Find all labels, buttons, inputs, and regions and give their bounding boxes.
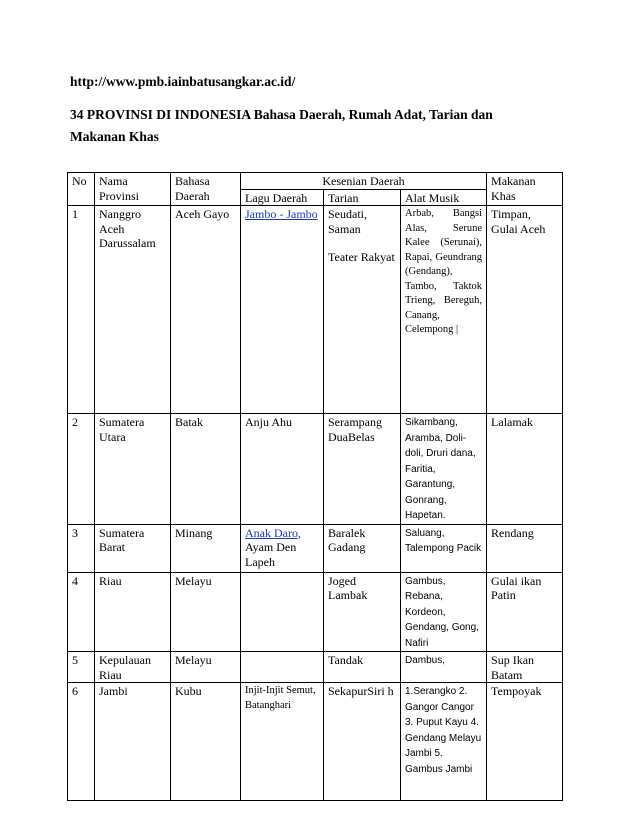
cell-tarian: SekapurSiri h — [324, 683, 401, 801]
cell-alat-musik: Arbab, Bangsi Alas, Serune Kalee (Serunai), Rapai, Geundrang (Gendang), Tambo, Taktok Trieng, Bereguh, Canang, Celempong | — [401, 206, 487, 414]
cell-bahasa: Melayu — [171, 652, 241, 683]
cell-makanan: Tempoyak — [487, 683, 563, 801]
table-row — [68, 572, 563, 652]
cell-bahasa: Minang — [171, 524, 241, 572]
table-row — [68, 414, 563, 525]
cell-makanan: Rendang — [487, 524, 563, 572]
cell-alat-musik: Sikambang, Aramba, Doli-doli, Druri dana, Faritia, Garantung, Gonrang, Hapetan. — [401, 414, 487, 525]
cell-no: 5 — [68, 652, 95, 683]
lagu-link[interactable]: Jambo - Jambo — [245, 207, 318, 221]
cell-tarian: Baralek Gadang — [324, 524, 401, 572]
cell-lagu — [241, 572, 324, 652]
cell-bahasa: Kubu — [171, 683, 241, 801]
cell-bahasa: Melayu — [171, 572, 241, 652]
cell-lagu: Injit-Injit Semut, Batanghari — [241, 683, 324, 801]
cell-alat-musik: Dambus, — [401, 652, 487, 683]
cell-no: 6 — [68, 683, 95, 801]
header-lagu-daerah: Lagu Daerah — [241, 189, 324, 206]
document-title: 34 PROVINSI DI INDONESIA Bahasa Daerah, Rumah Adat, Tarian dan Makanan Khas — [70, 107, 493, 144]
cell-tarian: Serampang DuaBelas — [324, 414, 401, 525]
cell-tarian: Joged Lambak — [324, 572, 401, 652]
cell-no: 2 — [68, 414, 95, 525]
header-alat-musik: Alat Musik — [401, 189, 487, 206]
header-row — [68, 173, 563, 190]
table-row — [68, 683, 563, 801]
cell-makanan: Timpan, Gulai Aceh — [487, 206, 563, 414]
cell-no: 4 — [68, 572, 95, 652]
table-row — [68, 206, 563, 414]
cell-alat-musik: 1.Serangko 2. Gangor Cangor 3. Puput Kayu 4. Gendang Melayu Jambi 5. Gambus Jambi — [401, 683, 487, 801]
cell-provinsi: Kepulauan Riau — [95, 652, 171, 683]
cell-provinsi: Jambi — [95, 683, 171, 801]
header-nama-provinsi: Nama Provinsi — [95, 173, 171, 206]
tarian-text-2: Teater Rakyat — [328, 250, 395, 264]
cell-lagu: Anju Ahu — [241, 414, 324, 525]
province-table — [67, 172, 563, 801]
cell-tarian: Tandak — [324, 652, 401, 683]
cell-alat-musik: Saluang, Talempong Pacik — [401, 524, 487, 572]
cell-provinsi: Sumatera Barat — [95, 524, 171, 572]
cell-provinsi: Sumatera Utara — [95, 414, 171, 525]
cell-bahasa: Aceh Gayo — [171, 206, 241, 414]
cell-makanan: Gulai ikan Patin — [487, 572, 563, 652]
header-makanan-khas: Makanan Khas — [487, 173, 563, 206]
cell-lagu — [241, 652, 324, 683]
cell-bahasa: Batak — [171, 414, 241, 525]
table-row — [68, 652, 563, 683]
cell-lagu[interactable] — [241, 524, 324, 572]
cell-tarian — [324, 206, 401, 414]
cell-makanan: Lalamak — [487, 414, 563, 525]
lagu-link[interactable]: Anak Daro, — [245, 525, 301, 540]
cell-no: 1 — [68, 206, 95, 414]
tarian-text: Seudati, Saman — [328, 207, 367, 236]
cell-lagu[interactable] — [241, 206, 324, 414]
cell-provinsi: Nanggro Aceh Darussalam — [95, 206, 171, 414]
header-tarian: Tarian — [324, 189, 401, 206]
cell-provinsi: Riau — [95, 572, 171, 652]
lagu-text: Ayam Den Lapeh — [245, 540, 297, 569]
cell-alat-musik: Gambus, Rebana, Kordeon, Gendang, Gong, Nafiri — [401, 572, 487, 652]
source-url: http://www.pmb.iainbatusangkar.ac.id/ — [70, 74, 296, 89]
header-bahasa-daerah: Bahasa Daerah — [171, 173, 241, 206]
cell-makanan: Sup Ikan Batam — [487, 652, 563, 683]
table-row — [68, 524, 563, 572]
header-no: No — [68, 173, 95, 206]
cell-no: 3 — [68, 524, 95, 572]
header-kesenian-daerah: Kesenian Daerah — [241, 173, 487, 190]
